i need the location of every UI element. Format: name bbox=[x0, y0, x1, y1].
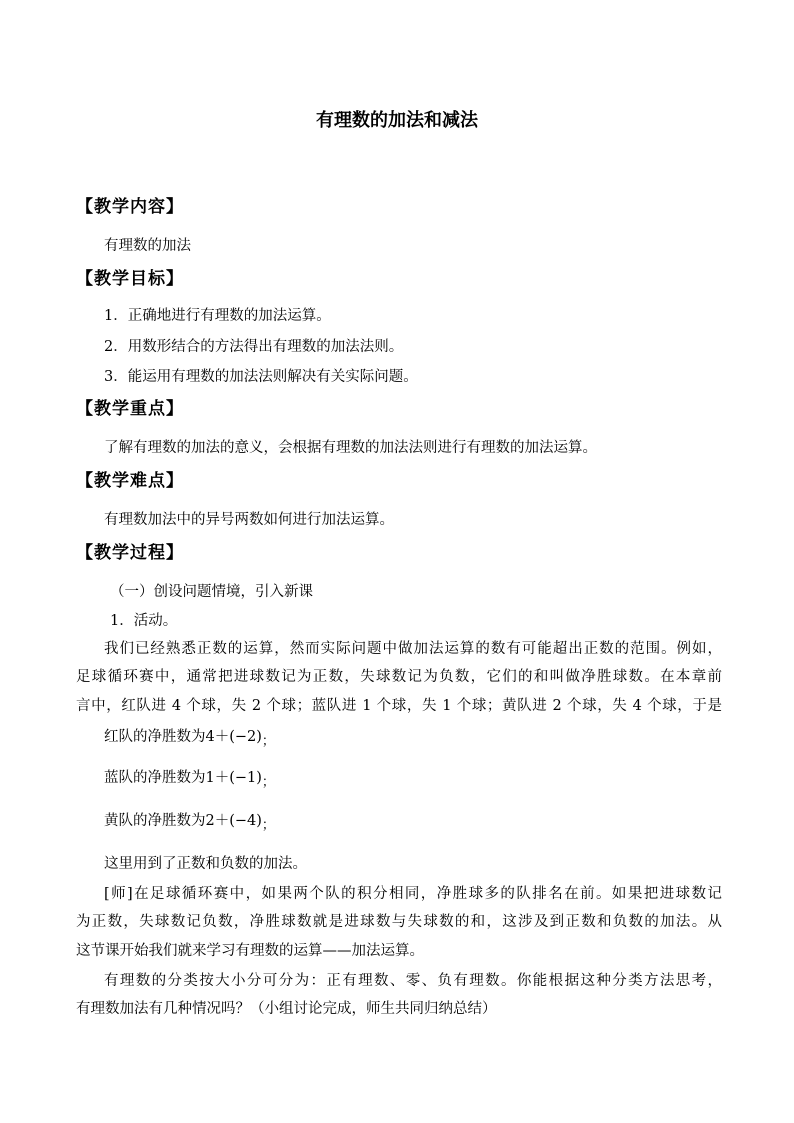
blue-team-semicolon: ； bbox=[261, 775, 275, 790]
process-activity: 1．活动。 bbox=[110, 613, 178, 629]
para3-line-1: [师]在足球循环赛中，如果两个队的积分相同，净胜球多的队排名在前。如果把进球数记 bbox=[104, 886, 722, 902]
difficulties-text: 有理数加法中的异号两数如何进行加法运算。 bbox=[104, 512, 394, 528]
para4-line-1: 有理数的分类按大小分可分为：正有理数、零、负有理数。你能根据这种分类方法思考， bbox=[104, 973, 722, 989]
goal-item-2: 2．用数形结合的方法得出有理数的加法法则。 bbox=[104, 339, 404, 355]
document-title: 有理数的加法和减法 bbox=[316, 110, 478, 131]
red-team-semicolon: ； bbox=[261, 734, 275, 749]
para4-line-2: 有理数加法有几种情况吗？（小组讨论完成，师生共同归纳总结） bbox=[76, 1001, 497, 1017]
para1-line-1: 我们已经熟悉正数的运算，然而实际问题中做加法运算的数有可能超出正数的范围。例如， bbox=[104, 641, 722, 657]
heading-goals: 【教学目标】 bbox=[76, 269, 184, 289]
goal-item-3: 3．能运用有理数的加法法则解决有关实际问题。 bbox=[104, 369, 418, 385]
yellow-team-formula: 2＋(−4) bbox=[205, 813, 262, 829]
yellow-team-label: 黄队的净胜数为 bbox=[104, 813, 206, 829]
red-team-formula: 4＋(−2) bbox=[205, 729, 262, 745]
red-team-line bbox=[104, 725, 275, 749]
para3-line-2: 为正数，失球数记负数，净胜球数就是进球数与失球数的和，这涉及到正数和负数的加法。从 bbox=[76, 914, 722, 930]
para1-line-3: 言中，红队进 4 个球，失 2 个球；蓝队进 1 个球，失 1 个球；黄队进 2 个球，失 4 个球，于是 bbox=[76, 698, 722, 714]
red-team-label: 红队的净胜数为 bbox=[104, 729, 206, 745]
heading-process: 【教学过程】 bbox=[76, 543, 184, 563]
para3-line-3: 这节课开始我们就来学习有理数的运算——加法运算。 bbox=[76, 943, 424, 959]
para2-text: 这里用到了正数和负数的加法。 bbox=[104, 856, 307, 872]
blue-team-formula: 1＋(−1) bbox=[205, 770, 262, 786]
goal-item-1: 1．正确地进行有理数的加法运算。 bbox=[104, 308, 331, 324]
para1-line-2: 足球循环赛中，通常把进球数记为正数，失球数记为负数，它们的和叫做净胜球数。在本章前 bbox=[76, 669, 722, 685]
process-step-1: （一）创设问题情境，引入新课 bbox=[110, 584, 313, 600]
yellow-team-line bbox=[104, 809, 275, 833]
heading-key-points: 【教学重点】 bbox=[76, 399, 184, 419]
blue-team-line bbox=[104, 766, 275, 790]
heading-content: 【教学内容】 bbox=[76, 197, 184, 217]
yellow-team-semicolon: ； bbox=[261, 818, 275, 833]
blue-team-label: 蓝队的净胜数为 bbox=[104, 770, 206, 786]
key-points-text: 了解有理数的加法的意义，会根据有理数的加法法则进行有理数的加法运算。 bbox=[104, 440, 597, 456]
heading-difficulties: 【教学难点】 bbox=[76, 471, 184, 491]
content-text: 有理数的加法 bbox=[104, 238, 191, 254]
